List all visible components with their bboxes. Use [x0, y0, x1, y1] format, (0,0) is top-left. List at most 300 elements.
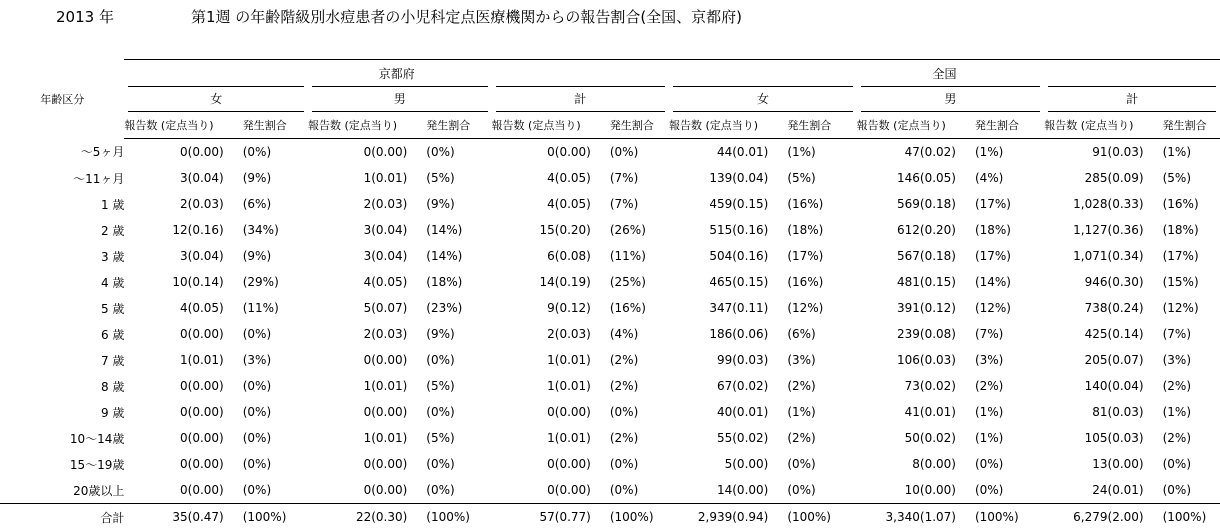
share-percentage: (5%) [1163, 165, 1220, 191]
share-percentage: (17%) [787, 243, 856, 269]
per-sentinel-rate: (0.05) [920, 165, 975, 191]
share-percentage: (16%) [610, 295, 669, 321]
per-sentinel-rate: (0.20) [920, 217, 975, 243]
share-percentage: (2%) [787, 425, 856, 451]
report-count: 106 [857, 347, 920, 373]
per-sentinel-rate: (0.01) [555, 425, 610, 451]
gender-header-label: 計 [1048, 86, 1216, 112]
report-count: 0 [124, 425, 187, 451]
subheader-percentage: 発生割合 [787, 112, 856, 139]
share-percentage: (18%) [1163, 217, 1220, 243]
share-percentage: (0%) [1163, 477, 1220, 504]
report-count: 3 [124, 165, 187, 191]
report-count: 12 [124, 217, 187, 243]
report-count: 4 [308, 269, 371, 295]
age-group-label: 5 歳 [0, 295, 124, 321]
share-percentage: (0%) [243, 321, 308, 347]
share-percentage: (16%) [787, 191, 856, 217]
share-percentage: (100%) [975, 504, 1044, 530]
per-sentinel-rate: (0.00) [188, 399, 243, 425]
per-sentinel-rate: (0.15) [732, 191, 787, 217]
table-row [0, 425, 1220, 451]
report-count: 186 [669, 321, 732, 347]
share-percentage: (6%) [243, 191, 308, 217]
share-percentage: (17%) [1163, 243, 1220, 269]
report-count: 1 [492, 425, 555, 451]
per-sentinel-rate: (0.03) [1108, 399, 1163, 425]
per-sentinel-rate: (0.05) [371, 269, 426, 295]
age-group-label: 4 歳 [0, 269, 124, 295]
per-sentinel-rate: (0.04) [732, 165, 787, 191]
share-percentage: (0%) [243, 425, 308, 451]
per-sentinel-rate: (0.05) [555, 165, 610, 191]
share-percentage: (0%) [243, 477, 308, 504]
per-sentinel-rate: (0.00) [188, 373, 243, 399]
share-percentage: (2%) [787, 373, 856, 399]
per-sentinel-rate: (0.04) [371, 243, 426, 269]
subheader-count-rate: 報告数 (定点当り) [124, 112, 242, 139]
per-sentinel-rate: (0.00) [371, 139, 426, 166]
report-count: 3 [308, 217, 371, 243]
report-count: 0 [492, 451, 555, 477]
share-percentage: (15%) [1163, 269, 1220, 295]
share-percentage: (16%) [787, 269, 856, 295]
per-sentinel-rate: (0.15) [732, 269, 787, 295]
subheader-percentage: 発生割合 [975, 112, 1044, 139]
per-sentinel-rate: (0.02) [732, 425, 787, 451]
report-count: 0 [308, 477, 371, 504]
per-sentinel-rate: (0.01) [555, 373, 610, 399]
share-percentage: (1%) [975, 399, 1044, 425]
gender-header [857, 86, 1045, 112]
total-label: 合計 [0, 504, 124, 530]
share-percentage: (2%) [975, 373, 1044, 399]
report-count: 15 [492, 217, 555, 243]
share-percentage: (9%) [243, 165, 308, 191]
report-count: 0 [308, 139, 371, 166]
report-count: 1 [308, 165, 371, 191]
per-sentinel-rate: (0.94) [732, 504, 787, 530]
per-sentinel-rate: (0.00) [732, 451, 787, 477]
subheader-percentage: 発生割合 [610, 112, 669, 139]
per-sentinel-rate: (0.05) [555, 191, 610, 217]
age-group-label: 10～14歳 [0, 425, 124, 451]
share-percentage: (5%) [426, 425, 491, 451]
report-count: 504 [669, 243, 732, 269]
share-percentage: (18%) [975, 217, 1044, 243]
report-count: 140 [1044, 373, 1107, 399]
share-percentage: (1%) [787, 399, 856, 425]
age-group-label: ～5ヶ月 [0, 139, 124, 166]
per-sentinel-rate: (0.00) [920, 477, 975, 504]
age-group-label: 3 歳 [0, 243, 124, 269]
subheader-count-rate: 報告数 (定点当り) [669, 112, 787, 139]
report-count: 2 [124, 191, 187, 217]
share-percentage: (0%) [787, 451, 856, 477]
share-percentage: (12%) [787, 295, 856, 321]
share-percentage: (17%) [975, 191, 1044, 217]
total-row [0, 504, 1220, 530]
per-sentinel-rate: (0.12) [555, 295, 610, 321]
age-group-header: 年齢区分 [0, 60, 124, 139]
per-sentinel-rate: (0.20) [555, 217, 610, 243]
report-count: 1 [492, 373, 555, 399]
report-count: 1,127 [1044, 217, 1107, 243]
per-sentinel-rate: (0.14) [1108, 321, 1163, 347]
per-sentinel-rate: (0.01) [371, 373, 426, 399]
table-row [0, 347, 1220, 373]
share-percentage: (100%) [243, 504, 308, 530]
age-group-label: 20歳以上 [0, 477, 124, 504]
gender-header [1044, 86, 1220, 112]
share-percentage: (5%) [426, 165, 491, 191]
per-sentinel-rate: (0.04) [188, 243, 243, 269]
per-sentinel-rate: (0.00) [732, 477, 787, 504]
report-count: 946 [1044, 269, 1107, 295]
share-percentage: (6%) [787, 321, 856, 347]
share-percentage: (4%) [975, 165, 1044, 191]
per-sentinel-rate: (0.00) [555, 451, 610, 477]
share-percentage: (0%) [610, 451, 669, 477]
share-percentage: (0%) [610, 139, 669, 166]
report-count: 5 [308, 295, 371, 321]
per-sentinel-rate: (0.03) [1108, 139, 1163, 166]
per-sentinel-rate: (0.03) [732, 347, 787, 373]
age-group-label: 8 歳 [0, 373, 124, 399]
subheader-count-rate: 報告数 (定点当り) [492, 112, 610, 139]
report-count: 0 [492, 139, 555, 166]
per-sentinel-rate: (0.01) [920, 399, 975, 425]
share-percentage: (11%) [610, 243, 669, 269]
report-count: 3 [308, 243, 371, 269]
subheader-count-rate: 報告数 (定点当り) [308, 112, 426, 139]
share-percentage: (1%) [1163, 139, 1220, 166]
report-count: 2 [308, 191, 371, 217]
per-sentinel-rate: (0.00) [371, 451, 426, 477]
share-percentage: (16%) [1163, 191, 1220, 217]
region-header-national: 全国 [669, 60, 1220, 87]
report-count: 459 [669, 191, 732, 217]
per-sentinel-rate: (0.00) [555, 139, 610, 166]
per-sentinel-rate: (0.01) [371, 425, 426, 451]
gender-header [308, 86, 492, 112]
per-sentinel-rate: (0.00) [555, 477, 610, 504]
report-count: 22 [308, 504, 371, 530]
report-count: 24 [1044, 477, 1107, 504]
per-sentinel-rate: (0.08) [555, 243, 610, 269]
per-sentinel-rate: (0.04) [188, 165, 243, 191]
share-percentage: (7%) [610, 191, 669, 217]
share-percentage: (3%) [975, 347, 1044, 373]
per-sentinel-rate: (1.07) [920, 504, 975, 530]
per-sentinel-rate: (0.00) [371, 399, 426, 425]
per-sentinel-rate: (0.03) [920, 347, 975, 373]
share-percentage: (26%) [610, 217, 669, 243]
per-sentinel-rate: (0.01) [188, 347, 243, 373]
table-row [0, 243, 1220, 269]
report-count: 10 [124, 269, 187, 295]
per-sentinel-rate: (0.02) [920, 139, 975, 166]
per-sentinel-rate: (0.24) [1108, 295, 1163, 321]
age-group-label: 15～19歳 [0, 451, 124, 477]
per-sentinel-rate: (0.30) [1108, 269, 1163, 295]
share-percentage: (0%) [426, 451, 491, 477]
share-percentage: (0%) [787, 477, 856, 504]
share-percentage: (0%) [426, 347, 491, 373]
table-row [0, 139, 1220, 166]
per-sentinel-rate: (0.02) [920, 373, 975, 399]
report-count: 3 [124, 243, 187, 269]
share-percentage: (0%) [426, 399, 491, 425]
report-count: 0 [124, 451, 187, 477]
share-percentage: (0%) [975, 451, 1044, 477]
share-percentage: (14%) [975, 269, 1044, 295]
per-sentinel-rate: (0.00) [188, 425, 243, 451]
report-count: 4 [492, 191, 555, 217]
report-count: 0 [124, 139, 187, 166]
share-percentage: (23%) [426, 295, 491, 321]
report-count: 567 [857, 243, 920, 269]
report-count: 205 [1044, 347, 1107, 373]
report-count: 4 [124, 295, 187, 321]
gender-header [124, 86, 308, 112]
report-year: 2013 年 [56, 6, 114, 27]
share-percentage: (0%) [426, 477, 491, 504]
share-percentage: (100%) [787, 504, 856, 530]
table-row [0, 269, 1220, 295]
per-sentinel-rate: (0.03) [371, 191, 426, 217]
table-row [0, 321, 1220, 347]
report-count: 738 [1044, 295, 1107, 321]
share-percentage: (0%) [610, 477, 669, 504]
share-percentage: (2%) [610, 425, 669, 451]
share-percentage: (2%) [1163, 373, 1220, 399]
report-count: 569 [857, 191, 920, 217]
share-percentage: (9%) [426, 191, 491, 217]
per-sentinel-rate: (0.00) [371, 347, 426, 373]
report-count: 5 [669, 451, 732, 477]
per-sentinel-rate: (0.14) [188, 269, 243, 295]
share-percentage: (100%) [426, 504, 491, 530]
per-sentinel-rate: (0.07) [371, 295, 426, 321]
report-count: 515 [669, 217, 732, 243]
share-percentage: (0%) [243, 373, 308, 399]
gender-header [492, 86, 669, 112]
per-sentinel-rate: (0.16) [732, 243, 787, 269]
share-percentage: (12%) [975, 295, 1044, 321]
per-sentinel-rate: (0.18) [920, 243, 975, 269]
report-count: 612 [857, 217, 920, 243]
report-count: 4 [492, 165, 555, 191]
report-count: 47 [857, 139, 920, 166]
share-percentage: (1%) [787, 139, 856, 166]
report-count: 44 [669, 139, 732, 166]
gender-header-label: 男 [312, 86, 488, 112]
per-sentinel-rate: (0.00) [188, 321, 243, 347]
share-percentage: (0%) [243, 399, 308, 425]
share-percentage: (11%) [243, 295, 308, 321]
age-group-label: 2 歳 [0, 217, 124, 243]
share-percentage: (0%) [1163, 451, 1220, 477]
report-count: 14 [492, 269, 555, 295]
per-sentinel-rate: (0.12) [920, 295, 975, 321]
report-count: 2 [308, 321, 371, 347]
per-sentinel-rate: (0.00) [920, 451, 975, 477]
per-sentinel-rate: (0.00) [188, 477, 243, 504]
share-percentage: (34%) [243, 217, 308, 243]
gender-header-label: 男 [861, 86, 1041, 112]
per-sentinel-rate: (0.77) [555, 504, 610, 530]
per-sentinel-rate: (0.05) [188, 295, 243, 321]
share-percentage: (2%) [610, 347, 669, 373]
report-count: 1 [124, 347, 187, 373]
per-sentinel-rate: (0.01) [555, 347, 610, 373]
table-row [0, 217, 1220, 243]
share-percentage: (12%) [1163, 295, 1220, 321]
per-sentinel-rate: (0.01) [371, 165, 426, 191]
gender-header-label: 計 [496, 86, 665, 112]
per-sentinel-rate: (0.03) [555, 321, 610, 347]
table-row [0, 451, 1220, 477]
per-sentinel-rate: (0.19) [555, 269, 610, 295]
report-count: 67 [669, 373, 732, 399]
age-group-label: 9 歳 [0, 399, 124, 425]
report-count: 2,939 [669, 504, 732, 530]
report-count: 6 [492, 243, 555, 269]
subheader-percentage: 発生割合 [426, 112, 491, 139]
per-sentinel-rate: (0.01) [1108, 477, 1163, 504]
share-percentage: (18%) [426, 269, 491, 295]
subheader-count-rate: 報告数 (定点当り) [857, 112, 975, 139]
share-percentage: (100%) [1163, 504, 1220, 530]
report-count: 0 [124, 399, 187, 425]
report-count: 6,279 [1044, 504, 1107, 530]
share-percentage: (2%) [610, 373, 669, 399]
age-group-label: 6 歳 [0, 321, 124, 347]
share-percentage: (3%) [787, 347, 856, 373]
per-sentinel-rate: (0.03) [188, 191, 243, 217]
share-percentage: (4%) [610, 321, 669, 347]
report-count: 91 [1044, 139, 1107, 166]
report-count: 50 [857, 425, 920, 451]
per-sentinel-rate: (0.00) [188, 139, 243, 166]
report-count: 0 [492, 477, 555, 504]
report-count: 391 [857, 295, 920, 321]
report-count: 1,071 [1044, 243, 1107, 269]
report-count: 35 [124, 504, 187, 530]
report-count: 0 [124, 321, 187, 347]
report-count: 0 [124, 373, 187, 399]
share-percentage: (25%) [610, 269, 669, 295]
age-group-report-table [0, 59, 1220, 530]
share-percentage: (1%) [975, 425, 1044, 451]
subheader-count-rate: 報告数 (定点当り) [1044, 112, 1162, 139]
report-count: 55 [669, 425, 732, 451]
report-count: 0 [124, 477, 187, 504]
share-percentage: (1%) [975, 139, 1044, 166]
per-sentinel-rate: (0.18) [920, 191, 975, 217]
per-sentinel-rate: (0.02) [920, 425, 975, 451]
per-sentinel-rate: (0.01) [732, 399, 787, 425]
table-row [0, 373, 1220, 399]
report-count: 9 [492, 295, 555, 321]
per-sentinel-rate: (0.16) [188, 217, 243, 243]
per-sentinel-rate: (0.30) [371, 504, 426, 530]
share-percentage: (100%) [610, 504, 669, 530]
report-count: 239 [857, 321, 920, 347]
report-count: 347 [669, 295, 732, 321]
per-sentinel-rate: (2.00) [1108, 504, 1163, 530]
per-sentinel-rate: (0.09) [1108, 165, 1163, 191]
report-count: 0 [308, 347, 371, 373]
per-sentinel-rate: (0.03) [1108, 425, 1163, 451]
age-group-label: 7 歳 [0, 347, 124, 373]
per-sentinel-rate: (0.01) [732, 139, 787, 166]
report-count: 81 [1044, 399, 1107, 425]
per-sentinel-rate: (0.07) [1108, 347, 1163, 373]
share-percentage: (9%) [243, 243, 308, 269]
gender-header [669, 86, 857, 112]
report-count: 57 [492, 504, 555, 530]
table-row [0, 191, 1220, 217]
report-count: 285 [1044, 165, 1107, 191]
report-count: 2 [492, 321, 555, 347]
share-percentage: (1%) [1163, 399, 1220, 425]
region-header-kyoto: 京都府 [124, 60, 669, 87]
per-sentinel-rate: (0.04) [1108, 373, 1163, 399]
subheader-percentage: 発生割合 [1163, 112, 1220, 139]
share-percentage: (3%) [1163, 347, 1220, 373]
report-count: 40 [669, 399, 732, 425]
share-percentage: (29%) [243, 269, 308, 295]
subheader-percentage: 発生割合 [243, 112, 308, 139]
report-count: 73 [857, 373, 920, 399]
share-percentage: (9%) [426, 321, 491, 347]
report-count: 13 [1044, 451, 1107, 477]
table-row [0, 399, 1220, 425]
report-count: 10 [857, 477, 920, 504]
report-count: 41 [857, 399, 920, 425]
report-count: 105 [1044, 425, 1107, 451]
report-count: 0 [308, 399, 371, 425]
report-count: 0 [308, 451, 371, 477]
table-row [0, 165, 1220, 191]
report-count: 465 [669, 269, 732, 295]
share-percentage: (18%) [787, 217, 856, 243]
share-percentage: (0%) [975, 477, 1044, 504]
share-percentage: (0%) [610, 399, 669, 425]
share-percentage: (7%) [610, 165, 669, 191]
share-percentage: (2%) [1163, 425, 1220, 451]
share-percentage: (0%) [243, 139, 308, 166]
report-count: 14 [669, 477, 732, 504]
report-count: 99 [669, 347, 732, 373]
share-percentage: (7%) [975, 321, 1044, 347]
share-percentage: (0%) [426, 139, 491, 166]
share-percentage: (14%) [426, 243, 491, 269]
report-count: 8 [857, 451, 920, 477]
share-percentage: (17%) [975, 243, 1044, 269]
per-sentinel-rate: (0.33) [1108, 191, 1163, 217]
table-row [0, 477, 1220, 504]
per-sentinel-rate: (0.08) [920, 321, 975, 347]
per-sentinel-rate: (0.00) [1108, 451, 1163, 477]
gender-header-label: 女 [128, 86, 304, 112]
per-sentinel-rate: (0.00) [188, 451, 243, 477]
per-sentinel-rate: (0.15) [920, 269, 975, 295]
per-sentinel-rate: (0.47) [188, 504, 243, 530]
table-row [0, 295, 1220, 321]
